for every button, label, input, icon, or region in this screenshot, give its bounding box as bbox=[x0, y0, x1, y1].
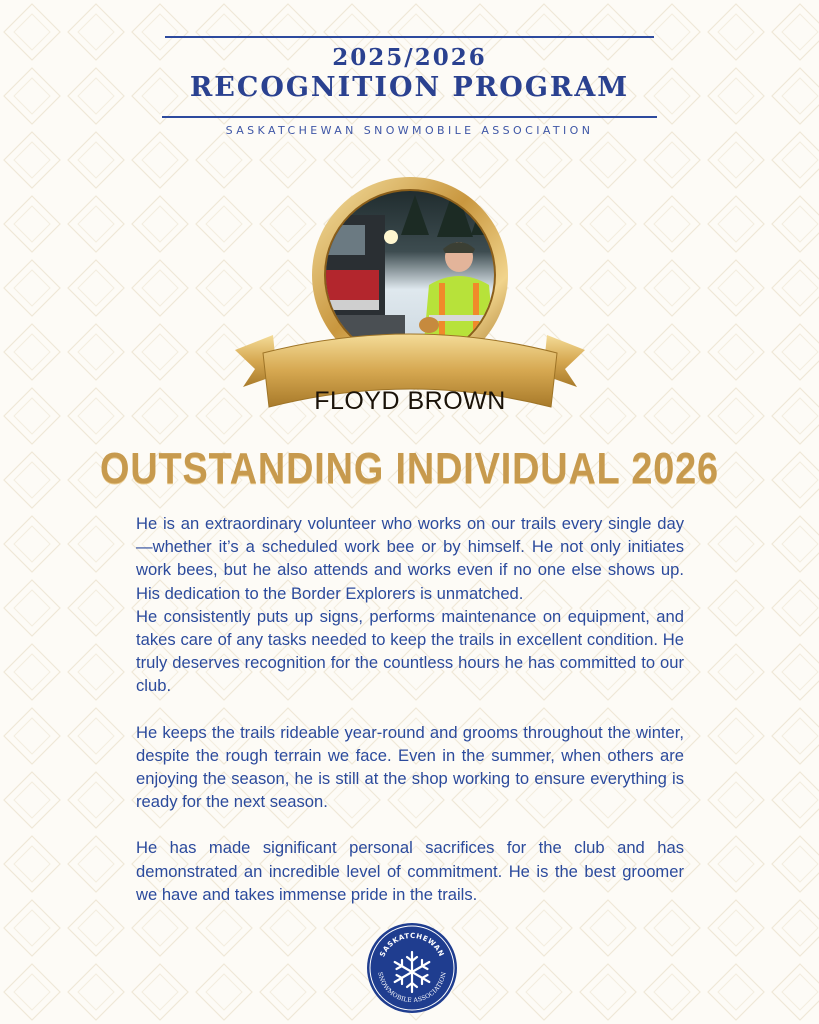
logo-text-top: SASKATCHEWAN bbox=[378, 931, 446, 959]
paragraph-3: He keeps the trails rideable year-round and grooms throughout the winter, despite the rough terrain we face. Even in the summer, when others are enjoying the season, he is still at the shop working to ensure everything is ready for the next season. bbox=[136, 722, 684, 812]
award-title: OUTSTANDING INDIVIDUAL 2026 bbox=[100, 444, 719, 493]
program-title: RECOGNITION PROGRAM bbox=[189, 72, 630, 103]
nomination-text bbox=[136, 512, 684, 906]
paragraph-4: He has made significant personal sacrifices for the club and has demonstrated an incredible level of commitment. He is the best groomer we have and takes immense pride in the trails. bbox=[136, 838, 684, 904]
logo-text-bottom: SNOWMOBILE ASSOCIATION bbox=[376, 971, 448, 1005]
top-rule bbox=[165, 36, 654, 38]
paragraph-1: He is an extraordinary volunteer who works on our trails every single day—whether it’s a scheduled work bee or by himself. He not only initiates work bees, but he also attends and works even if no one else shows up. His dedication to the Border Explorers is unmatched. bbox=[136, 514, 684, 603]
honoree-name: FLOYD BROWN bbox=[314, 387, 506, 415]
program-year: 2025/2026 bbox=[332, 44, 487, 71]
paragraph-2: He consistently puts up signs, performs maintenance on equipment, and takes care of any tasks needed to keep the trails in excellent condition. He truly deserves recognition for the countless hours he has committed to our club. bbox=[136, 606, 684, 696]
association-name: SASKATCHEWAN SNOWMOBILE ASSOCIATION bbox=[225, 124, 594, 137]
bottom-rule bbox=[162, 116, 657, 118]
association-logo bbox=[366, 922, 458, 1014]
